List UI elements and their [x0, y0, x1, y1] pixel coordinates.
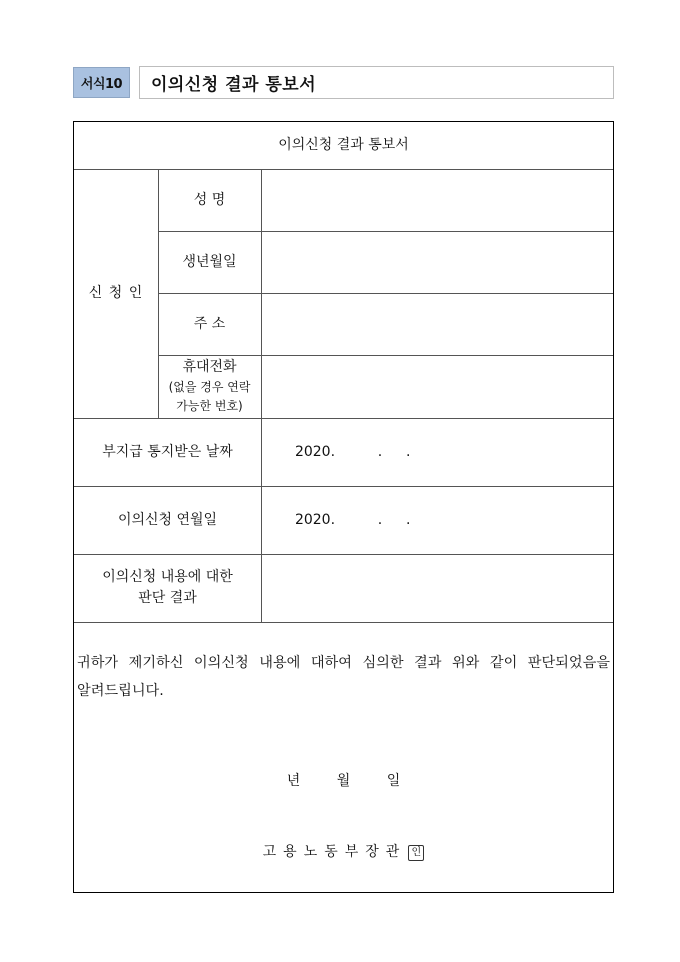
issue-date: [74, 770, 613, 790]
divider: [74, 622, 613, 623]
name-field[interactable]: [261, 169, 613, 231]
issue-date-month: 월: [336, 773, 351, 789]
result-label-line2: 판단 결과: [138, 590, 197, 606]
form-number-badge: 서식10: [73, 67, 130, 98]
phone-label-line2: (없을 경우 연락: [168, 380, 251, 394]
result-label: [74, 554, 261, 622]
applicant-label: 신 청 인: [88, 285, 144, 301]
phone-label-line1: 휴대전화: [182, 359, 237, 375]
table-title: 이의신청 결과 통보서: [278, 137, 409, 153]
result-label-line1: 이의신청 내용에 대한: [102, 569, 233, 585]
signature-line: [74, 841, 613, 861]
denial-date-day-dot: .: [406, 443, 411, 460]
denial-date-field[interactable]: [261, 418, 613, 486]
denial-date-month-dot: .: [377, 443, 383, 460]
form-title: 이의신청 결과 통보서: [139, 66, 614, 99]
phone-label: [158, 355, 261, 418]
phone-field[interactable]: [261, 355, 613, 418]
phone-label-line3: 가능한 번호): [176, 399, 243, 413]
issue-date-year: 년: [286, 773, 301, 789]
issue-date-day: 일: [386, 773, 401, 789]
address-label: 주 소: [193, 315, 226, 332]
denial-date-year: 2020.: [294, 443, 336, 460]
signer-name: 고용노동부장관: [262, 844, 407, 860]
denial-date-label: 부지급 통지받은 날짜: [102, 443, 233, 460]
objection-date-year: 2020.: [294, 511, 336, 528]
objection-date-month-dot: .: [377, 511, 383, 528]
notice-form: [73, 121, 614, 893]
objection-date-field[interactable]: [261, 486, 613, 554]
objection-date-label: 이의신청 연월일: [117, 511, 218, 528]
seal-mark: 인: [408, 845, 424, 861]
objection-date-day-dot: .: [406, 511, 411, 528]
birth-field[interactable]: [261, 231, 613, 293]
result-field[interactable]: [261, 554, 613, 622]
birth-label: 생년월일: [182, 253, 237, 270]
name-label: 성 명: [193, 191, 226, 208]
notice-text: 귀하가 제기하신 이의신청 내용에 대하여 심의한 결과 위와 같이 판단되었음을 알려드립니다.: [77, 655, 610, 699]
address-field[interactable]: [261, 293, 613, 355]
